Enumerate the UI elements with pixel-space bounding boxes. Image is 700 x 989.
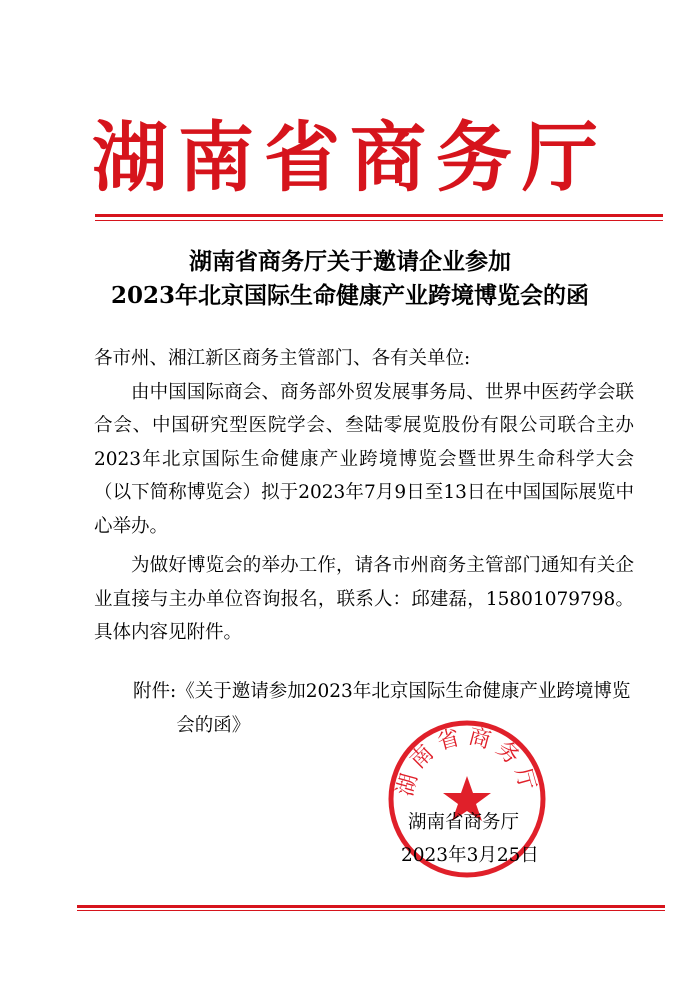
footer-rule-thick <box>77 905 665 908</box>
doc-title-line1: 湖南省商务厅关于邀请企业参加 <box>189 248 511 275</box>
masthead-rule-thin <box>95 220 663 221</box>
paragraph-1: 由中国国际商会、商务部外贸发展事务局、世界中医药学会联合会、中国研究型医院学会、叁陆零展览股份有限公司联合主办2023年北京国际生命健康产业跨境博览会暨世界生命科学大会（以下简称博览会）拟于2023年7月9日至13日在中国国际展览中心举办。 <box>94 381 634 537</box>
attachment-label: 附件: <box>133 681 177 702</box>
doc-title-line2: 2023年北京国际生命健康产业跨境博览会的函 <box>110 282 589 309</box>
signature-date: 2023年3月25日 <box>401 845 539 866</box>
attachment-title: 《关于邀请参加2023年北京国际生命健康产业跨境博览会的函》 <box>176 681 631 736</box>
body-text <box>94 342 634 650</box>
masthead-rule-thick <box>95 214 663 217</box>
salutation: 各市州、湘江新区商务主管部门、各有关单位: <box>94 348 471 369</box>
seal-text: 湖南省商务厅 <box>392 724 542 799</box>
footer-rule-thin <box>77 910 665 911</box>
masthead: 湖南省商务厅 <box>92 113 608 202</box>
paragraph-2: 为做好博览会的举办工作，请各市州商务主管部门通知有关企业直接与主办单位咨询报名，联系人：邱建磊，15801079798。具体内容见附件。 <box>94 555 634 643</box>
attachment <box>133 675 633 743</box>
signature-org: 湖南省商务厅 <box>408 812 520 833</box>
